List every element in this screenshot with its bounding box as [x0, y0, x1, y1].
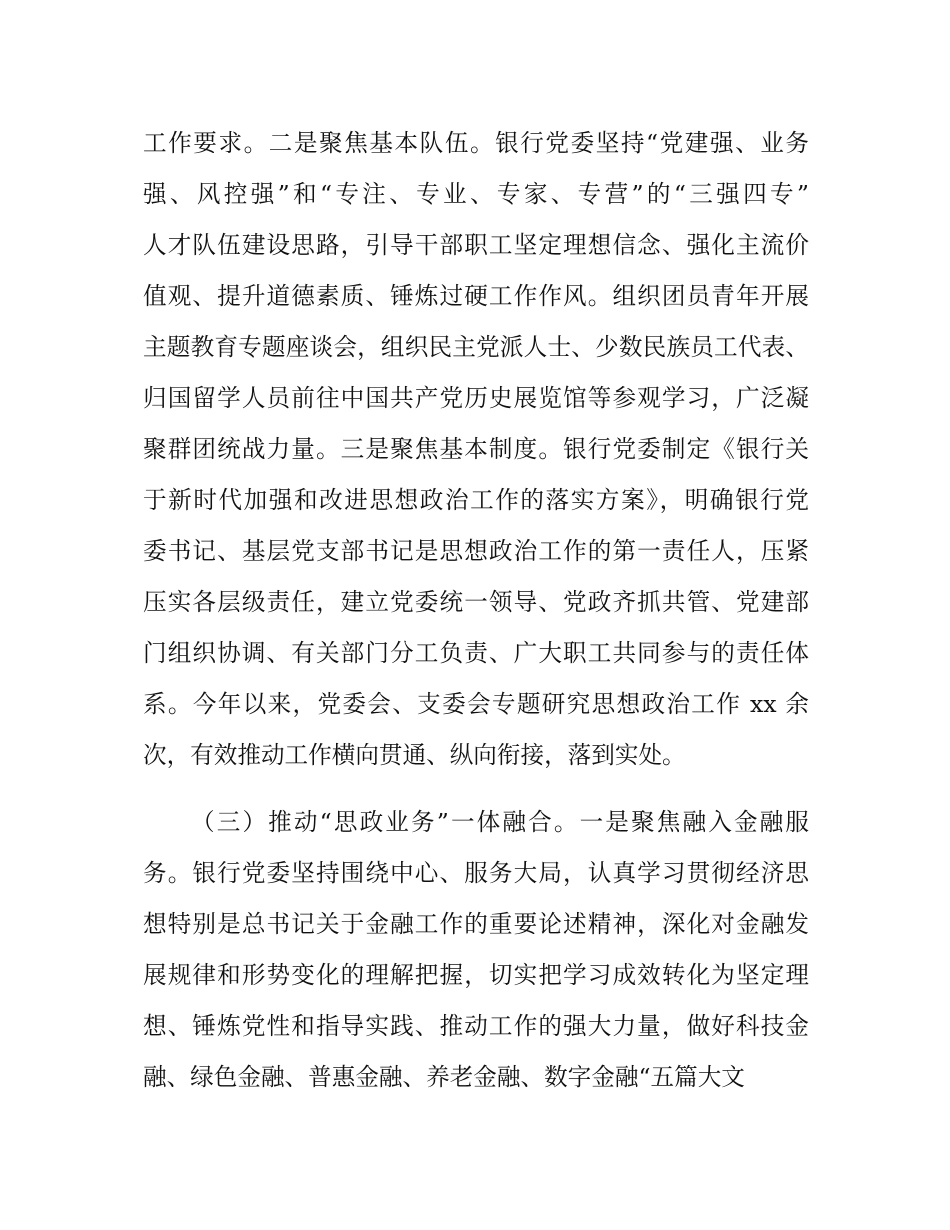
- text-line: 次，有效推动工作横向贯通、纵向衔接，落到实处。: [143, 741, 686, 769]
- text-line: 展规律和形势变化的理解把握，切实把学习成效转化为坚定理: [143, 961, 809, 989]
- text-line: 系。今年以来，党委会、支委会专题研究思想政治工作 xx 余: [143, 690, 809, 718]
- text-line: 聚群团统战力量。三是聚焦基本制度。银行党委制定《银行关: [143, 435, 809, 463]
- text-line: 压实各层级责任，建立党委统一领导、党政齐抓共管、党建部: [143, 588, 809, 616]
- text-line: 值观、提升道德素质、锤炼过硬工作作风。组织团员青年开展: [143, 282, 809, 310]
- text-line: 工作要求。二是聚焦基本队伍。银行党委坚持“党建强、业务: [143, 129, 809, 157]
- text-line: 强、风控强”和“专注、专业、专家、专营”的“三强四专”: [143, 180, 809, 208]
- text-line: 委书记、基层党支部书记是思想政治工作的第一责任人，压紧: [143, 537, 809, 565]
- text-line: 于新时代加强和改进思想政治工作的落实方案》，明确银行党: [143, 486, 809, 514]
- text-line: 想特别是总书记关于金融工作的重要论述精神，深化对金融发: [143, 910, 809, 938]
- text-line: 人才队伍建设思路，引导干部职工坚定理想信念、强化主流价: [143, 231, 809, 259]
- text-line: （三）推动“思政业务”一体融合。一是聚焦融入金融服: [191, 808, 809, 836]
- paragraph-1: [143, 118, 809, 781]
- text-line: 务。银行党委坚持围绕中心、服务大局，认真学习贯彻经济思: [143, 859, 809, 887]
- text-line: 主题教育专题座谈会，组织民主党派人士、少数民族员工代表、: [143, 333, 809, 361]
- paragraph-2: [143, 797, 809, 1103]
- text-line: 融、绿色金融、普惠金融、养老金融、数字金融“五篇大文: [143, 1063, 745, 1091]
- text-line: 门组织协调、有关部门分工负责、广大职工共同参与的责任体: [143, 639, 809, 667]
- text-line: 归国留学人员前往中国共产党历史展览馆等参观学习，广泛凝: [143, 384, 809, 412]
- text-line: 想、锤炼党性和指导实践、推动工作的强大力量，做好科技金: [143, 1012, 809, 1040]
